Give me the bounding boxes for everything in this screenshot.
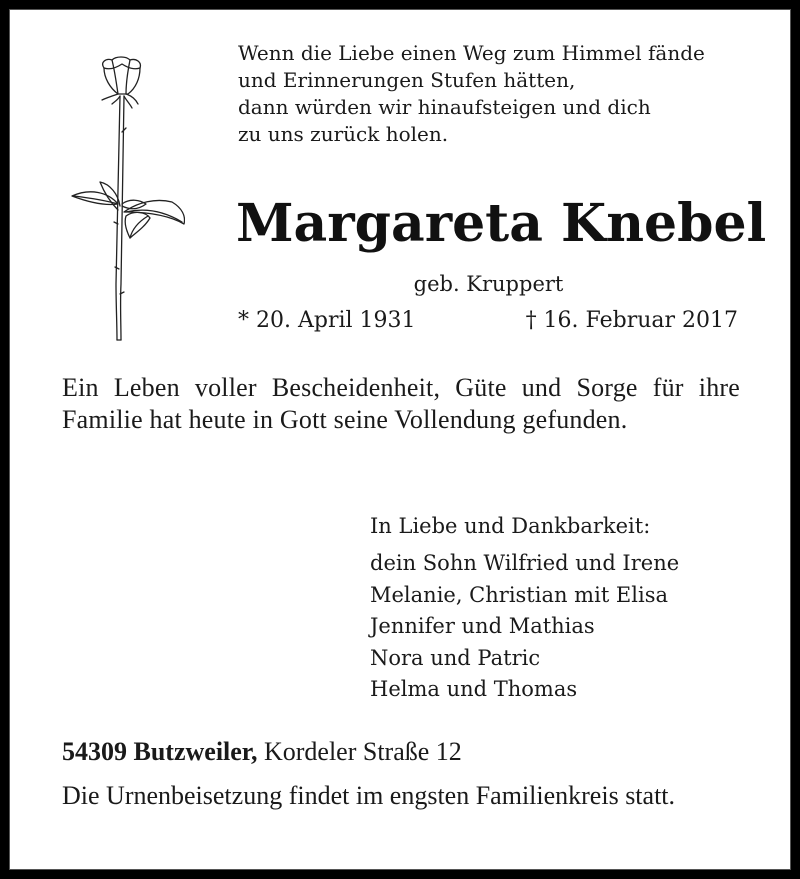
- address-city: 54309 Butzweiler,: [62, 737, 258, 766]
- poem: [238, 40, 705, 148]
- address: [62, 736, 462, 768]
- mourner-entry: Nora und Patric: [370, 645, 541, 670]
- mourners-intro: In Liebe und Dankbarkeit:: [370, 514, 651, 538]
- rose-icon: [60, 54, 185, 344]
- mourner-entry: Helma und Thomas: [370, 677, 578, 701]
- address-street: Kordeler Straße 12: [257, 737, 462, 766]
- poem-line: dann würden wir hinaufsteigen und dich: [238, 95, 651, 119]
- mourner-entry: Melanie, Christian mit Elisa: [370, 582, 668, 607]
- obituary-card: [9, 9, 791, 870]
- birth-date: * 20. April 1931: [238, 308, 416, 333]
- poem-line: und Erinnerungen Stufen hätten,: [238, 68, 576, 92]
- mourner-entry: dein Sohn Wilfried und Irene: [370, 551, 680, 575]
- mourner-entry: Jennifer und Mathias: [370, 614, 595, 638]
- deceased-name: Margareta Knebel: [236, 193, 767, 254]
- mourners-list: [370, 510, 679, 706]
- poem-line: Wenn die Liebe einen Weg zum Himmel fände: [238, 41, 705, 65]
- death-date: † 16. Februar 2017: [525, 308, 738, 333]
- maiden-name: geb. Kruppert: [413, 272, 564, 296]
- burial-note: Die Urnenbeisetzung findet im engsten Familienkreis statt.: [62, 781, 676, 810]
- poem-line: zu uns zurück holen.: [238, 122, 449, 146]
- tribute-text: Ein Leben voller Bescheidenheit, Güte und Sorge für ihre Familie hat heute in Gott seine Vollendung gefunden.: [62, 373, 740, 434]
